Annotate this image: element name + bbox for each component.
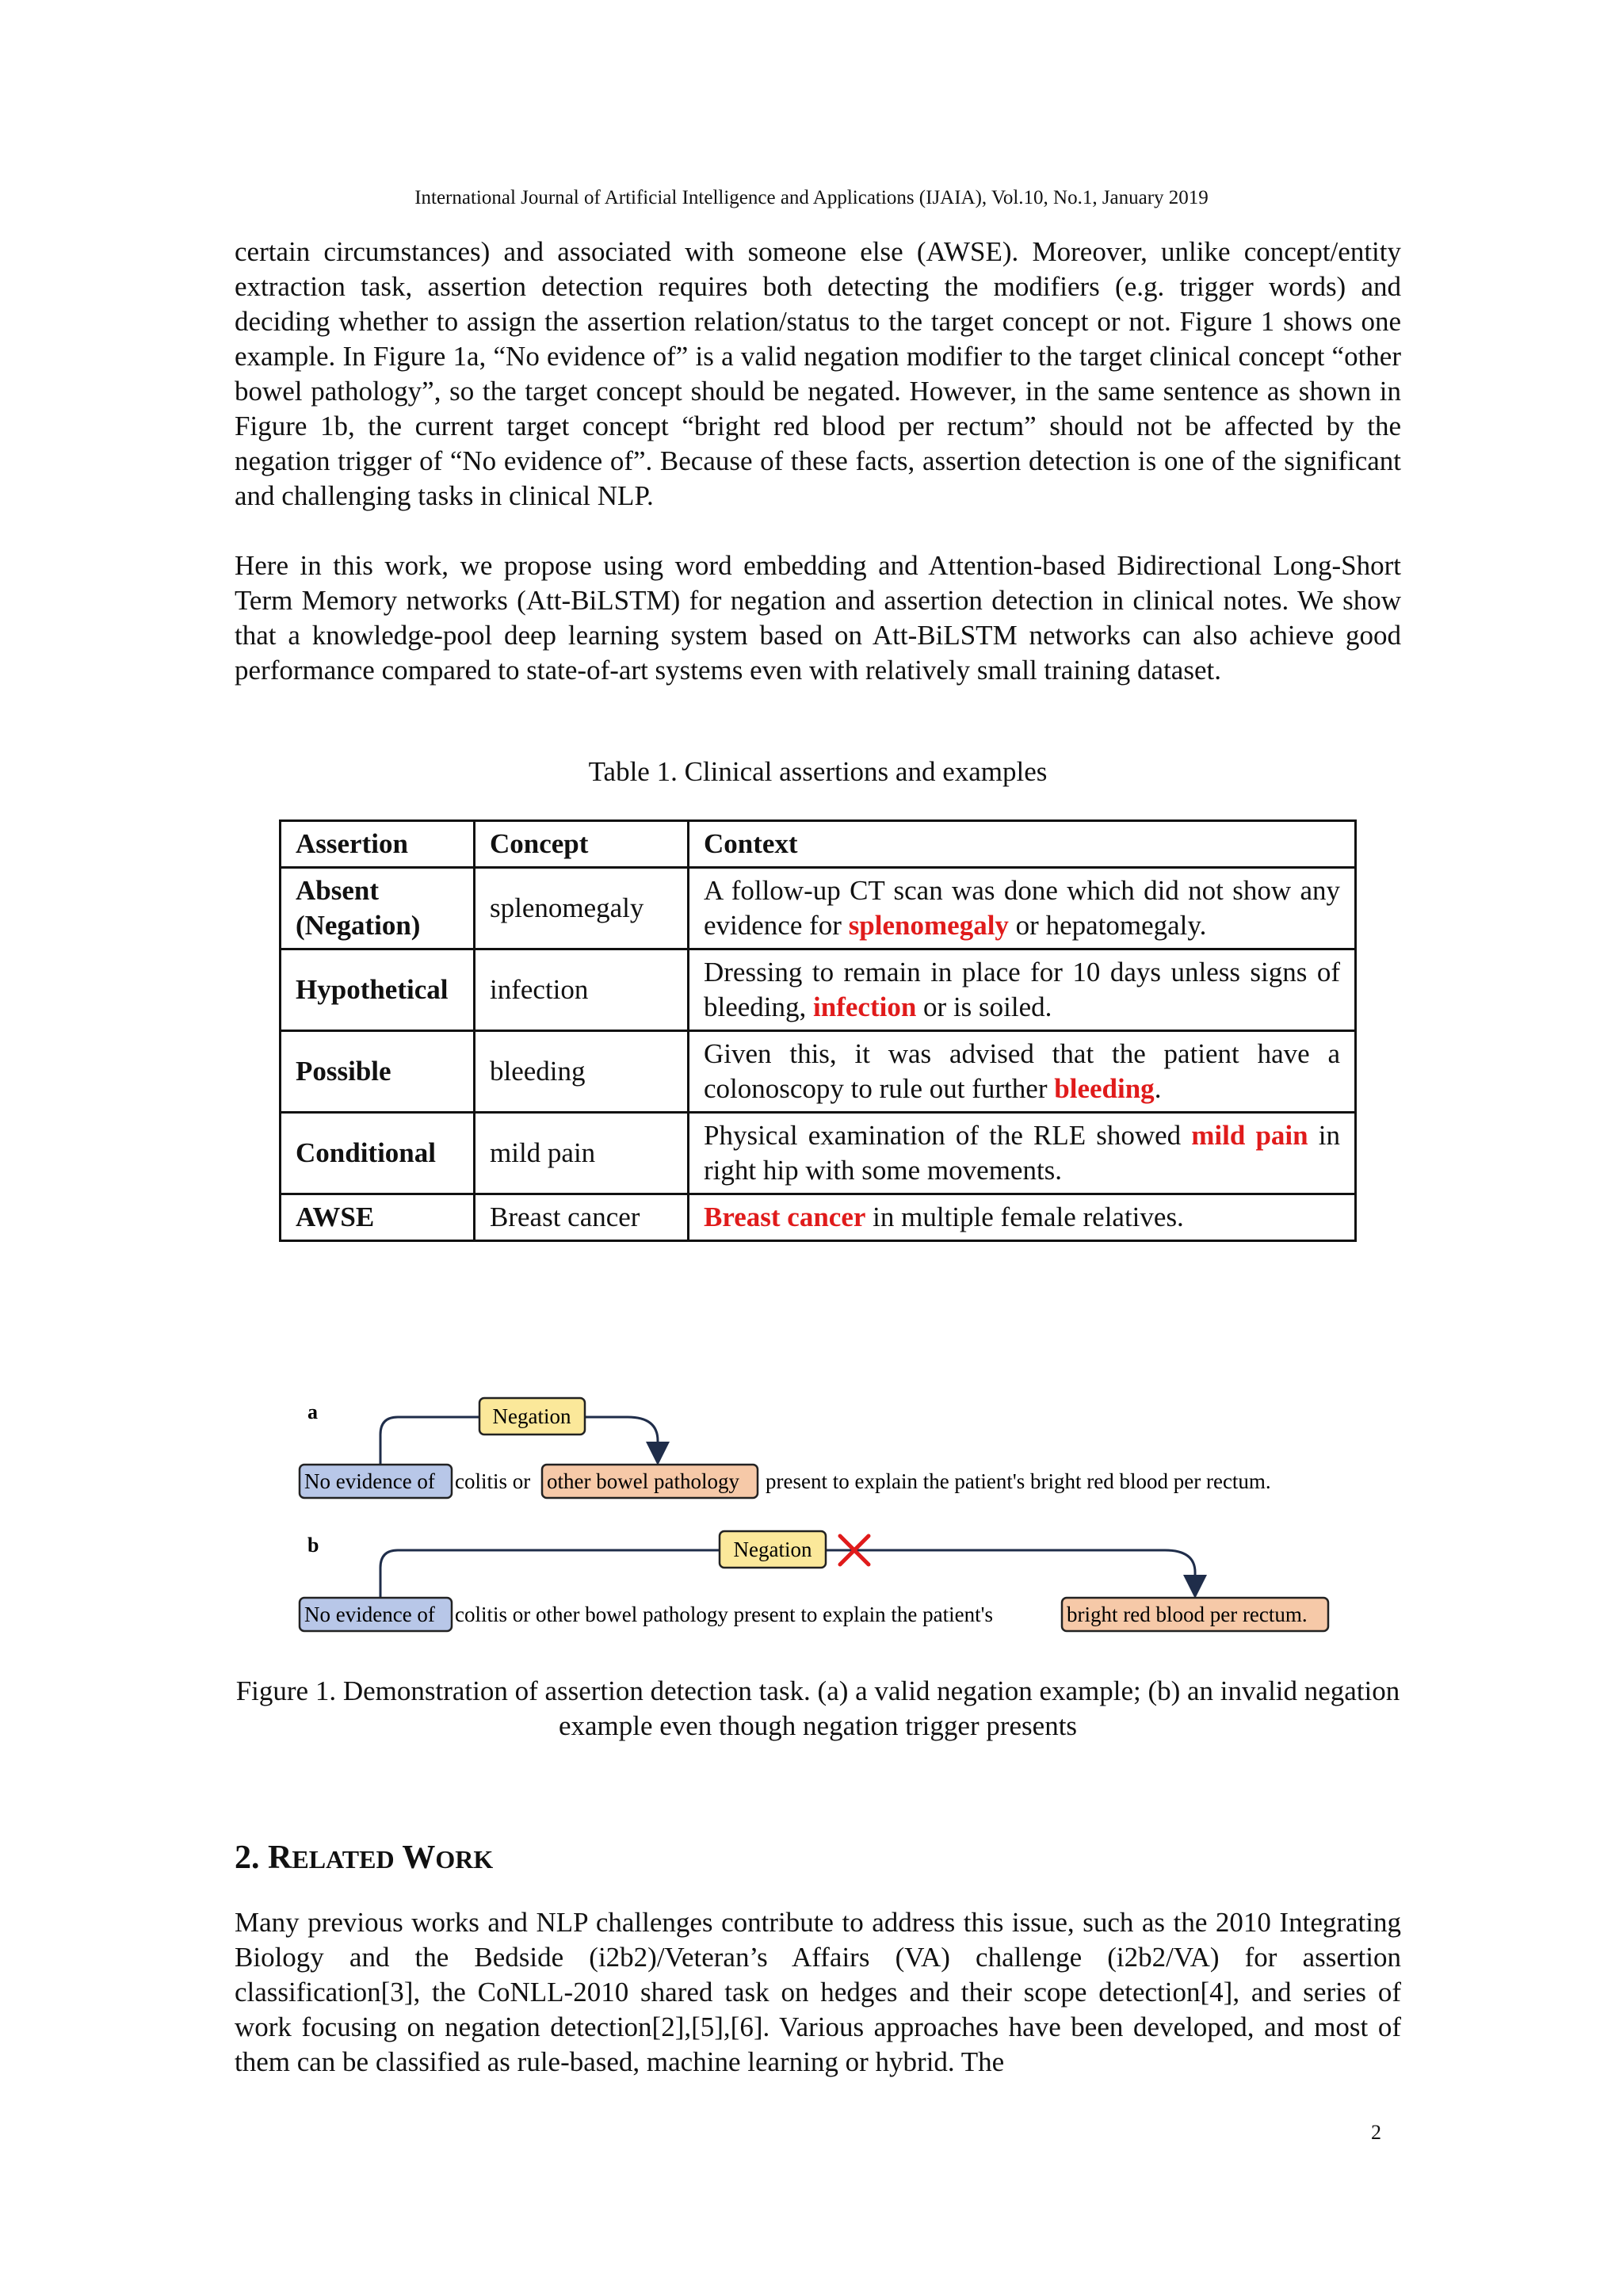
context-text: in right hip with some movements. — [704, 1120, 1340, 1186]
section-title-initial: W — [402, 1839, 436, 1876]
concept-highlight: mild pain — [1191, 1120, 1308, 1151]
negation-arc-a-left — [380, 1417, 479, 1465]
paragraph-related-work: Many previous works and NLP challenges contribute to address this issue, such as the 2010 Integrating Biology and the Bedside (i2b2)/Veteran’s Affairs (VA) challenge (i2b2/VA) for assertion classification[3], the CoNLL-2010 shared task on hedges and their scope detection[4], and series of work focusing on negation detection[2],[5],[6]. Various approaches have been developed, and most of them can be classified as rule-based, machine learning or hybrid. The — [235, 1907, 1401, 2077]
context-text: A follow-up CT scan was done which did not show any evidence for — [704, 875, 1340, 941]
context-text: or hepatomegaly. — [1008, 910, 1207, 941]
section-title-rest: ORK — [435, 1845, 494, 1874]
paragraph-intro: certain circumstances) and associated with someone else (AWSE). Moreover, unlike concept/entity extraction task, assertion detection requires both detecting the modifiers (e.g. trigger words) and deciding whether to assign the assertion relation/status to the target concept or not. Figure 1 shows one example. In Figure 1a, “No evidence of” is a valid negation modifier to the target clinical concept “other bowel pathology”, so the target concept should be negated. However, in the same sentence as shown in Figure 1b, the current target concept “bright red blood per rectum” should not be affected by the negation trigger of “No evidence of”. Because of these facts, assertion detection is one of the significant and challenging tasks in clinical NLP. — [235, 236, 1401, 511]
assertion-cell: Possible — [281, 1031, 475, 1113]
context-text: Given this, it was advised that the patient have a colonoscopy to rule out further — [704, 1038, 1340, 1104]
context-cell — [689, 949, 1356, 1031]
concept-cell: splenomegaly — [475, 868, 689, 949]
figure-caption: Figure 1. Demonstration of assertion detection task. (a) a valid negation example; (b) an invalid negation example even though negation trigger presents — [235, 1675, 1400, 1741]
paragraph-proposal: Here in this work, we propose using word embedding and Attention-based Bidirectional Long-Short Term Memory networks (Att-BiLSTM) for negation and assertion detection in clinical notes. We show that a knowledge-pool deep learning system based on Att-BiLSTM networks can also achieve good performance compared to state-of-art systems even with relatively small training dataset. — [235, 550, 1401, 686]
negation-arrow-a — [585, 1417, 658, 1454]
context-cell — [689, 1031, 1356, 1113]
table-caption: Table 1. Clinical assertions and examples — [588, 756, 1048, 787]
negation-arrow-b — [826, 1550, 1195, 1587]
assertion-cell: AWSE — [281, 1194, 475, 1241]
context-cell — [689, 1113, 1356, 1194]
concept-cell: bleeding — [475, 1031, 689, 1113]
table-row — [281, 1031, 1356, 1113]
section-heading — [235, 1839, 493, 1877]
context-cell — [689, 1194, 1356, 1241]
header-context: Context — [689, 821, 1356, 868]
section-number: 2. — [235, 1839, 260, 1876]
header-assertion: Assertion — [281, 821, 475, 868]
panel-a-label: a — [307, 1400, 318, 1423]
table-row — [281, 1194, 1356, 1241]
sentence-text-a1: colitis or — [455, 1469, 531, 1493]
relation-label-b: Negation — [733, 1538, 812, 1561]
figure-1 — [285, 1379, 1347, 1648]
concept-highlight: Breast cancer — [704, 1201, 866, 1232]
table-row — [281, 949, 1356, 1031]
panel-b-label: b — [307, 1534, 319, 1557]
concept-highlight: infection — [813, 991, 917, 1022]
assertions-table — [279, 819, 1357, 1242]
section-title-rest: ELATED — [292, 1845, 395, 1874]
running-header: International Journal of Artificial Intelligence and Applications (IJAIA), Vol.10, No.1, January 2019 — [414, 187, 1209, 208]
relation-label-a: Negation — [492, 1404, 571, 1428]
header-concept: Concept — [475, 821, 689, 868]
context-text: Dressing to remain in place for 10 days unless signs of bleeding, — [704, 957, 1340, 1022]
concept-cell: mild pain — [475, 1113, 689, 1194]
page-number: 2 — [1371, 2121, 1381, 2144]
concept-cell: Breast cancer — [475, 1194, 689, 1241]
concept-highlight: bleeding — [1054, 1073, 1155, 1104]
context-text: Physical examination of the RLE showed — [704, 1120, 1192, 1151]
table-header-row — [281, 821, 1356, 868]
trigger-text-a: No evidence of — [304, 1469, 435, 1493]
concept-cell: infection — [475, 949, 689, 1031]
table-row — [281, 868, 1356, 949]
assertion-cell: Absent (Negation) — [281, 868, 475, 949]
sentence-text-a2: present to explain the patient's bright red blood per rectum. — [766, 1469, 1271, 1493]
table-row — [281, 1113, 1356, 1194]
context-cell — [689, 868, 1356, 949]
assertion-cell: Hypothetical — [281, 949, 475, 1031]
sentence-text-b1: colitis or other bowel pathology present to explain the patient's — [455, 1603, 993, 1626]
target-text-a: other bowel pathology — [547, 1469, 739, 1493]
concept-highlight: splenomegaly — [848, 910, 1009, 941]
negation-arc-b-left — [380, 1550, 720, 1598]
trigger-text-b: No evidence of — [304, 1603, 435, 1626]
context-text: . — [1154, 1073, 1162, 1104]
target-text-b: bright red blood per rectum. — [1067, 1603, 1308, 1626]
section-title-initial: R — [268, 1839, 292, 1876]
assertion-cell: Conditional — [281, 1113, 475, 1194]
context-text: or is soiled. — [916, 991, 1052, 1022]
context-text: in multiple female relatives. — [865, 1201, 1184, 1232]
